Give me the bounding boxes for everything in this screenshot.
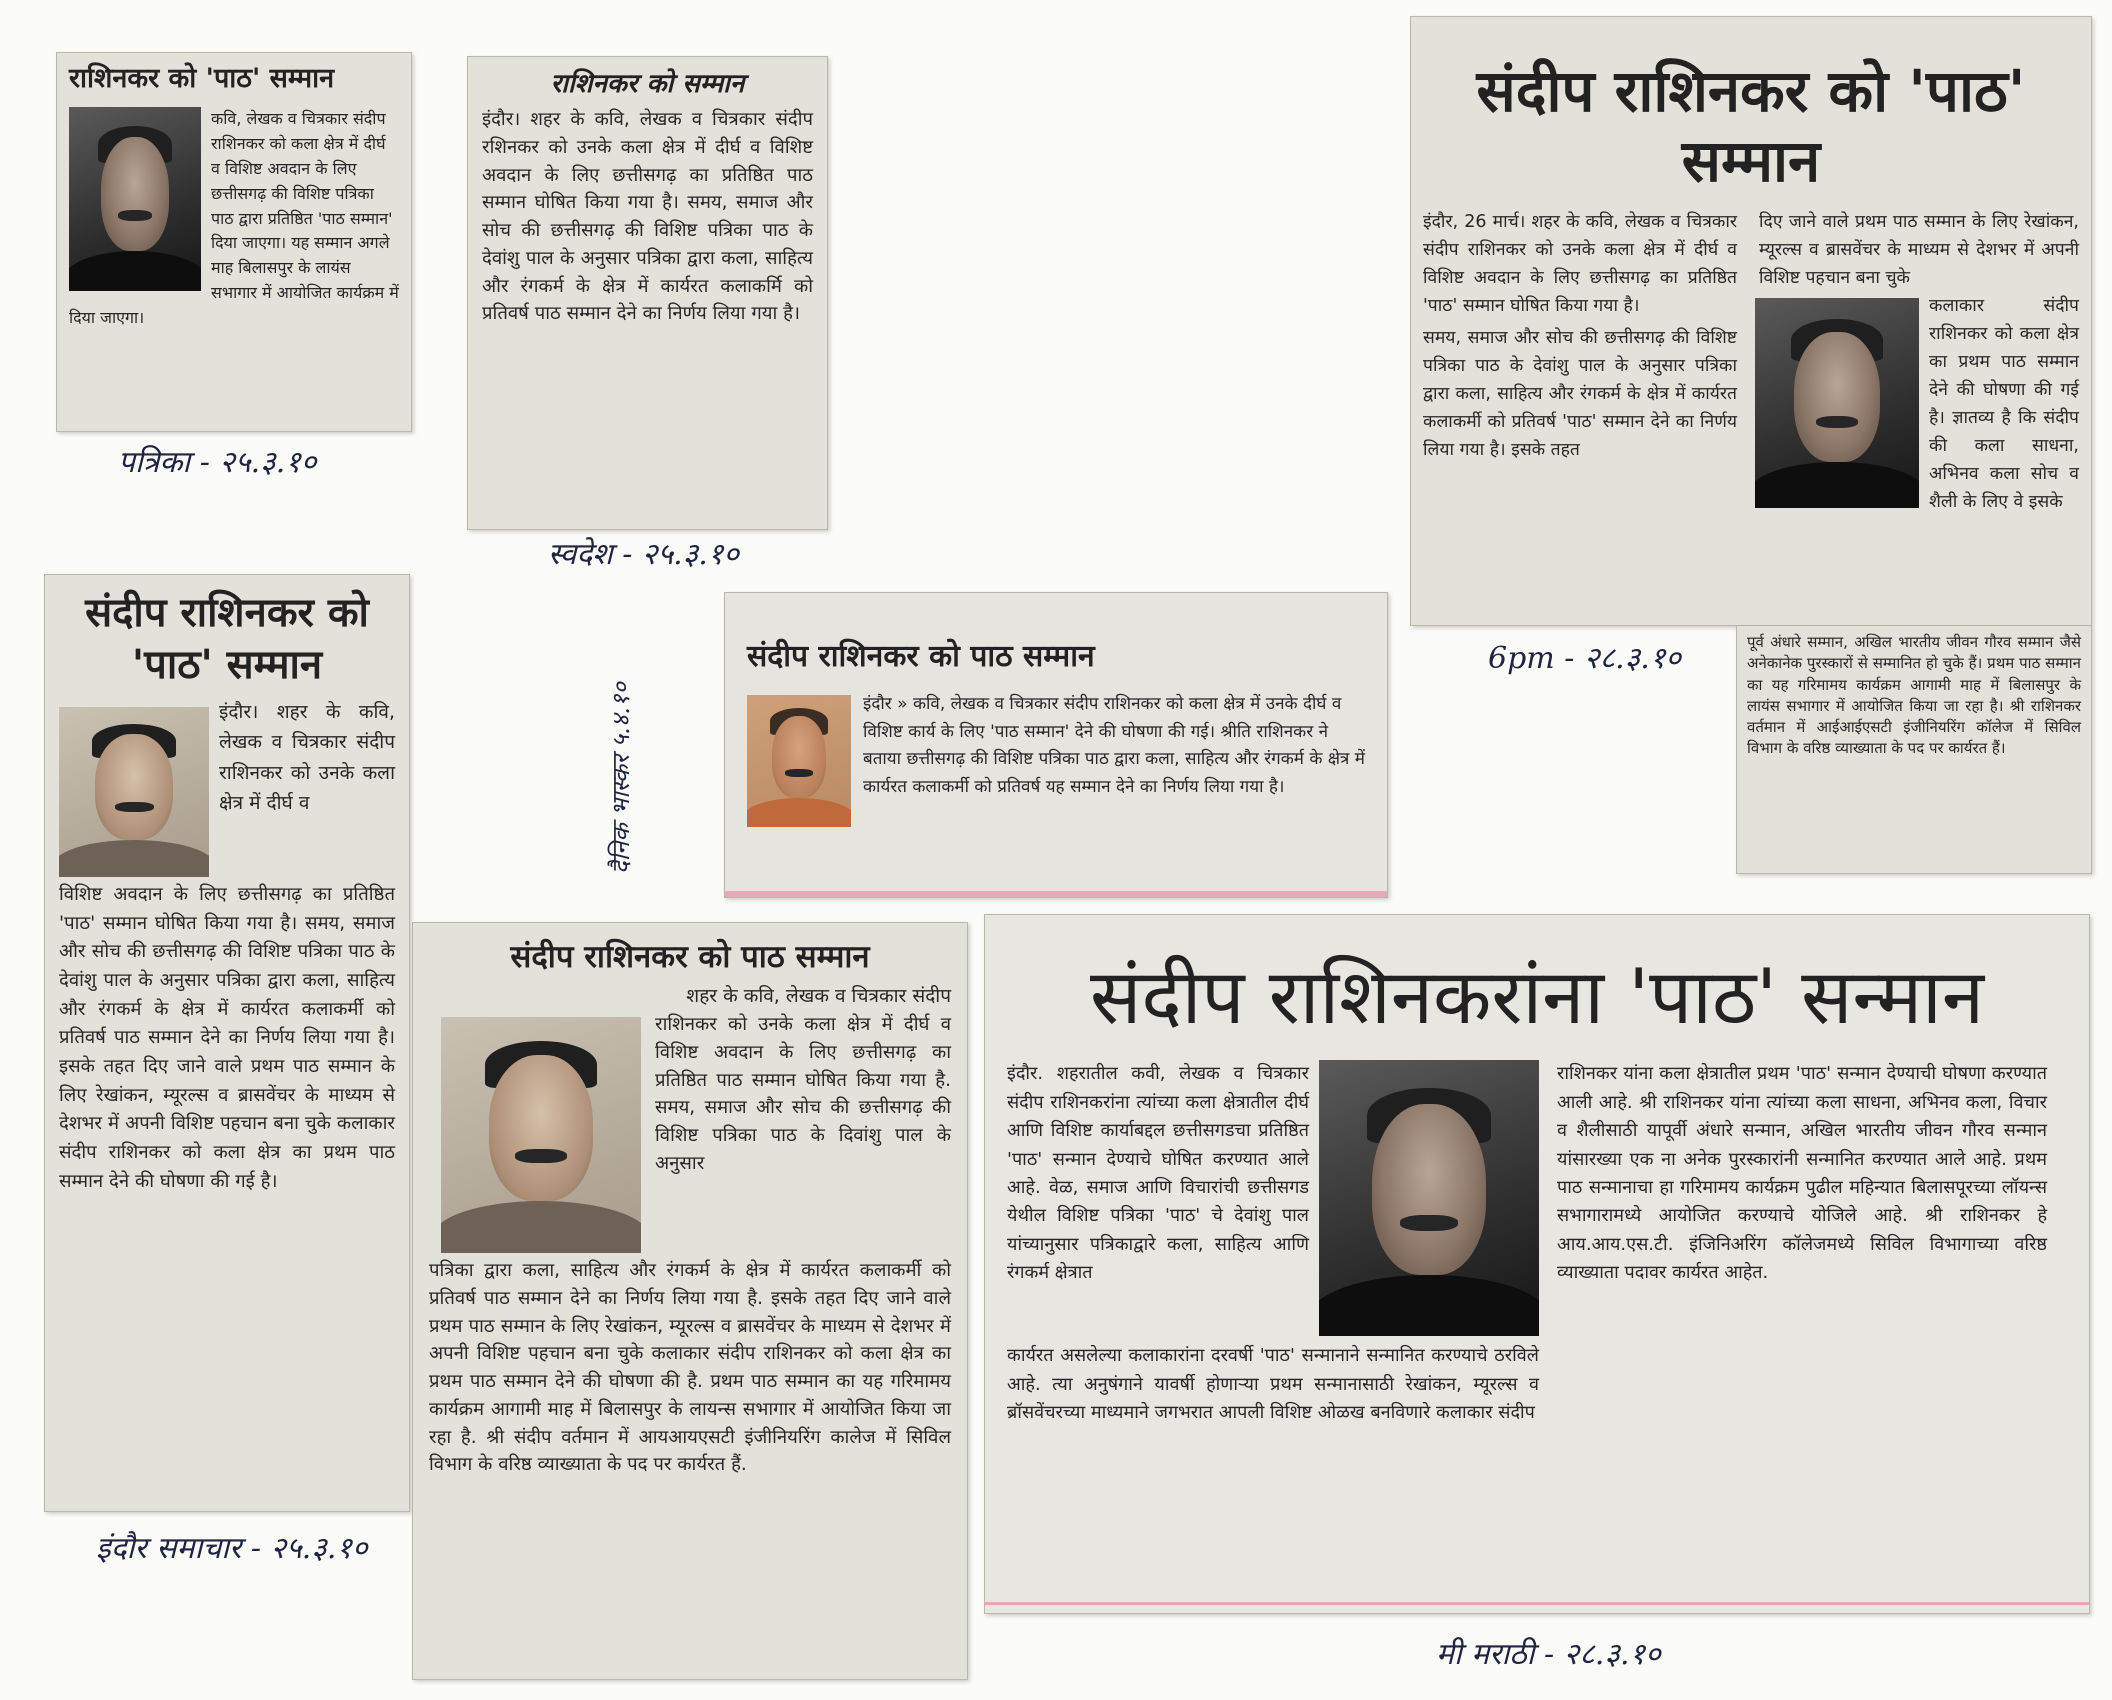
indore-samachar-headline: संदीप राशिनकर को 'पाठ' सम्मान bbox=[85, 590, 369, 688]
mi-marathi-headline: संदीप राशिनकरांना 'पाठ' सन्मान bbox=[1089, 952, 1985, 1041]
bhaskar-headline: संदीप राशिनकर को पाठ सम्मान bbox=[747, 639, 1095, 674]
sixpm-col1-top: इंदौर, 26 मार्च। शहर के कवि, लेखक व चित्रकार संदीप राशिनकर को उनके कला क्षेत्र में दीर्घ व विशिष्ट अवदान के लिए छत्तीसगढ़ का प्रतिष्ठित 'पाठ' सम्मान घोषित किया गया है। bbox=[1423, 212, 1738, 317]
bhaskar-body: इंदौर » कवि, लेखक व चित्रकार संदीप राशिनकर को कला क्षेत्र में उनके दीर्घ व विशिष्ट कार्य के लिए 'पाठ सम्मान' देने की घोषणा की गई। श्रीति राशिनकर ने बताया छत्तीसगढ़ की विशिष्ट पत्रिका पाठ द्वारा कला, साहित्य और रंगकर्म के क्षेत्र में कार्यरत कलाकर्मी को प्रतिवर्ष यह सम्मान देने का निर्णय लिया गया है। bbox=[863, 694, 1365, 797]
signature-mi-marathi: मी मराठी - २८.३.१० bbox=[1436, 1637, 1661, 1672]
patrika-headline: राशिनकर को 'पाठ' सम्मान bbox=[69, 63, 335, 94]
swadesh-headline: राशिनकर को सम्मान bbox=[550, 69, 745, 99]
unnamed-lead: शहर के कवि, लेखक व चित्रकार संदीप bbox=[686, 985, 951, 1008]
unnamed-side: राशिनकर को उनके कला क्षेत्र में दीर्घ व विशिष्ट अवदान के लिए छत्तीसगढ़ का प्रतिष्ठित पाठ सम्मान घोषित किया गया है. समय, समाज और सोच की छत्तीसगढ़ की विशिष्ट पत्रिका पाठ के दिवांशु पाल के अनुसार bbox=[655, 1014, 951, 1174]
bhaskar-photo bbox=[747, 695, 851, 827]
swadesh-body: इंदौर। शहर के कवि, लेखक व चित्रकार संदीप रशिनकर को उनके कला क्षेत्र में दीर्घ व विशिष्ट अवदान के लिए छत्तीसगढ़ का प्रतिष्ठित पाठ सम्मान घोषित किया गया है। समय, समाज और सोच की छत्तीसगढ़ की विशिष्ट पत्रिका पाठ के देवांशु पाल के अनुसार पत्रिका द्वारा कला, साहित्य और रंगकर्म के क्षेत्र में कार्यरत कलाकर्मि को प्रतिवर्ष पाठ सम्मान देने का निर्णय लिया गया है। bbox=[482, 109, 813, 325]
indore-samachar-lead: इंदौर। शहर के कवि, लेखक व चित्रकार संदीप राशिनकर को उनके कला क्षेत्र में दीर्घ व bbox=[219, 701, 395, 815]
mi-marathi-pink-rule bbox=[985, 1602, 2089, 1605]
signature-bhaskar: दैनिक भास्कर ५.४.१० bbox=[607, 682, 635, 874]
mi-marathi-bottom: कार्यरत असलेल्या कलाकारांना दरवर्षी 'पाठ' सन्मानाने सन्मानित करण्याचे ठरविले आहे. त्या अनुषंगाने यावर्षी होणाऱ्या प्रथम सन्मानासाठी रेखांकन, म्यूरल्स व ब्रॉसवेंचरच्या माध्यमाने जगभरात आपली विशिष्ट ओळख बनविणारे कलाकार संदीप bbox=[1007, 1345, 1539, 1424]
unnamed-body: पत्रिका द्वारा कला, साहित्य और रंगकर्म के क्षेत्र में कार्यरत कलाकर्मी को प्रतिवर्ष पाठ सम्मान देने का निर्णय लिया गया है. इसके तहत दिए जाने वाले प्रथम पाठ सम्मान के लिए रेखांकन, म्यूरल्स व ब्रासवेंचर के माध्यम से देशभर में अपनी विशिष्ट पहचान बना चुके कलाकार संदीप राशिनकर को कला क्षेत्र का प्रथम पाठ सम्मान देने की घोषणा की है. प्रथम पाठ सम्मान का यह गरिमामय कार्यक्रम आगामी माह में बिलासपुर के लायन्स सभागार में आयोजित किया जा रहा है. श्री संदीप वर्तमान में आयआयएसटी इंजीनियरिंग कालेज में सिविल विभाग के वरिष्ठ व्याख्याता के पद पर कार्यरत हैं. bbox=[429, 1260, 951, 1476]
clipping-mi-marathi bbox=[984, 914, 2090, 1614]
clipping-6pm-continuation bbox=[1736, 626, 2092, 874]
clipping-indore-samachar bbox=[44, 574, 410, 1512]
mi-marathi-photo bbox=[1319, 1060, 1539, 1336]
signature-swadesh: स्वदेश - २५.३.१० bbox=[548, 537, 739, 572]
clipping-patrika bbox=[56, 52, 412, 432]
clipping-6pm bbox=[1410, 16, 2092, 626]
signature-patrika: पत्रिका - २५.३.१० bbox=[118, 445, 317, 480]
unnamed-photo bbox=[441, 1017, 641, 1253]
sixpm-photo bbox=[1755, 298, 1919, 508]
patrika-body: कवि, लेखक व चित्रकार संदीप राशिनकर को कला क्षेत्र में दीर्घ व विशिष्ट अवदान के लिए छत्तीसगढ़ की विशिष्ट पत्रिका पाठ द्वारा प्रतिष्ठित 'पाठ सम्मान' दिया जाएगा। यह सम्मान अगले माह बिलासपुर के लायंस सभागार में आयोजित कार्यक्रम में दिया जाएगा। bbox=[69, 109, 399, 327]
sixpm-headline: संदीप राशिनकर को 'पाठ' सम्मान bbox=[1476, 57, 2026, 195]
indore-samachar-body: विशिष्ट अवदान के लिए छत्तीसगढ़ का प्रतिष्ठित 'पाठ' सम्मान घोषित किया गया है। समय, समाज और सोच की छत्तीसगढ़ की विशिष्ट पत्रिका पाठ के देवांशु पाल के अनुसार पत्रिका द्वारा कला, साहित्य और रंगकर्म के क्षेत्र में कार्यरत कलाकर्मी को प्रतिवर्ष पाठ सम्मान देने का निर्णय लिया गया है। इसके तहत दिए जाने वाले प्रथम पाठ सम्मान के लिए रेखांकन, म्यूरल्स व ब्रासवेंचर के माध्यम से देशभर में अपनी विशिष्ट पहचान बना चुके कलाकार संदीप राशिनकर को कला क्षेत्र का प्रथम पाठ सम्मान देने की घोषणा की गई है। bbox=[59, 884, 395, 1192]
mi-marathi-col1: इंदौर. शहरातील कवी, लेखक व चित्रकार संदीप राशिनकरांना त्यांच्या कला क्षेत्रातील दीर्घ आणि विशिष्ट कार्याबद्दल छत्तीसगडचा प्रतिष्ठित 'पाठ' सन्मान देण्याचे घोषित करण्यात आले आहे. वेळ, समाज आणि विचारांची छत्तीसगड येथील विशिष्ट पत्रिका 'पाठ' चे देवांशु पाल यांच्यानुसार पत्रिकाद्वारे कला, साहित्य आणि रंगकर्म क्षेत्रात bbox=[1007, 1063, 1309, 1284]
signature-indore-samachar: इंदौर समाचार - २५.३.१० bbox=[96, 1531, 368, 1566]
mi-marathi-col2: राशिनकर यांना कला क्षेत्रातील प्रथम 'पाठ' सन्मान देण्याची घोषणा करण्यात आली आहे. श्री राशिनकर यांना त्यांच्या कला साधना, अभिनव कला, विचार व शैलीसाठी यापूर्वी अंधारे सन्मान, अखिल भारतीय जीवन गौरव सन्मान यांसारख्या एक ना अनेक पुरस्कारांनी सन्मानित करण्यात आले आहे. प्रथम पाठ सन्मानाचा हा गरिमामय कार्यक्रम पुढील महिन्यात बिलासपूरच्या लॉयन्स सभागारामध्ये आयोजित करण्याचे योजिले आहे. श्री राशिनकर हे आय.आय.एस.टी. इंजिनिअरिंग कॉलेजमध्ये सिविल विभागाच्या वरिष्ठ व्याख्याता पदावर कार्यरत आहेत. bbox=[1557, 1063, 2047, 1284]
unnamed-headline: संदीप राशिनकर को पाठ सम्मान bbox=[510, 939, 870, 975]
signature-6pm: 6pm - २८.३.१० bbox=[1488, 641, 1682, 676]
bhaskar-pink-rule bbox=[725, 891, 1387, 897]
indore-samachar-photo bbox=[59, 707, 209, 877]
patrika-photo bbox=[69, 107, 201, 291]
sixpm-col2-bottom: पूर्व अंधारे सम्मान, अखिल भारतीय जीवन गौरव सम्मान जैसे अनेकानेक पुरस्कारों से सम्मानित हो चुके हैं। प्रथम पाठ सम्मान का यह गरिमामय कार्यक्रम आगामी माह में बिलासपुर के लायंस सभागार में आयोजित किया जा रहा है। श्री राशिनकर वर्तमान में आईआईएसटी इंजीनियरिंग कॉलेज में सिविल विभाग के वरिष्ठ व्याख्याता के पद पर कार्यरत हैं। bbox=[1747, 633, 2081, 758]
clipping-bhaskar bbox=[724, 592, 1388, 898]
sixpm-col1-bottom: समय, समाज और सोच की छत्तीसगढ़ की विशिष्ट पत्रिका पाठ के देवांशु पाल के अनुसार पत्रिका द्वारा कला, साहित्य और रंगकर्म के क्षेत्र में कार्यरत कलाकर्मी को प्रतिवर्ष 'पाठ' सम्मान देने का निर्णय लिया गया है। इसके तहत bbox=[1423, 328, 1738, 461]
clipping-swadesh bbox=[467, 56, 828, 530]
sixpm-col2-top: दिए जाने वाले प्रथम पाठ सम्मान के लिए रेखांकन, म्यूरल्स व ब्रासवेंचर के माध्यम से देशभर में अपनी विशिष्ट पहचान बना चुके bbox=[1759, 212, 2079, 289]
clipping-unnamed bbox=[412, 922, 968, 1680]
sixpm-col2-mid: कलाकार संदीप राशिनकर को कला क्षेत्र का प्रथम पाठ सम्मान देने की घोषणा की गई है। ज्ञातव्य है कि संदीप की कला साधना, अभिनव कला सोच व शैली के लिए वे इसके bbox=[1929, 296, 2079, 513]
